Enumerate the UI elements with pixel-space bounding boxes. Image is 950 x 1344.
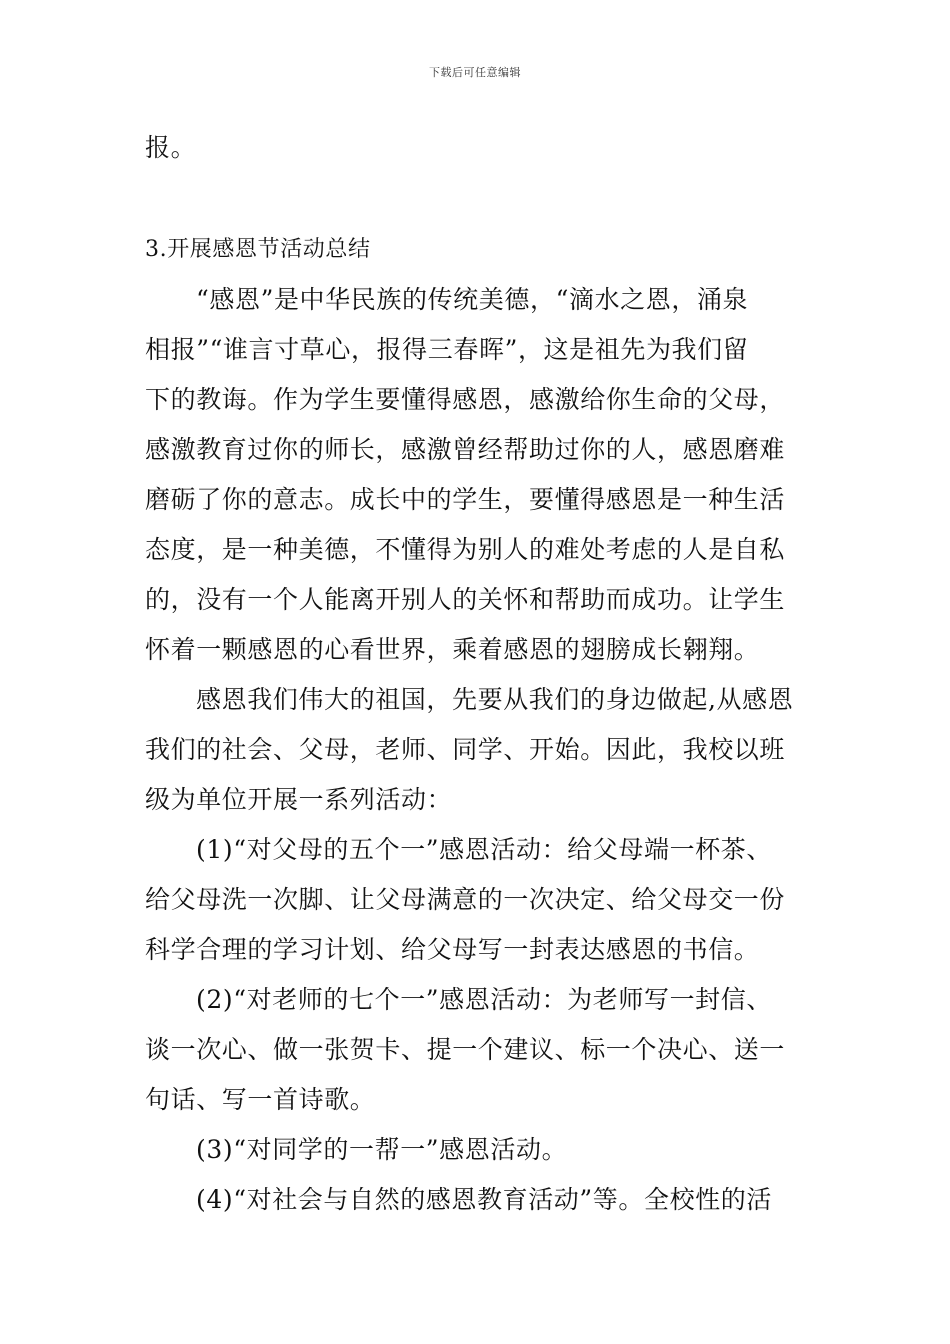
section-heading: 3.开展感恩节活动总结 xyxy=(145,237,371,262)
paragraph-line: 的，没有一个人能离开别人的关怀和帮助而成功。让学生 xyxy=(145,585,786,614)
page-header: 下载后可任意编辑 xyxy=(429,66,521,79)
paragraph-line: 我们的社会、父母，老师、同学、开始。因此，我校以班 xyxy=(145,735,786,764)
list-item-line: (3)“对同学的一帮一”感恩活动。 xyxy=(196,1135,568,1164)
paragraph-line: 态度，是一种美德，不懂得为别人的难处考虑的人是自私 xyxy=(145,535,786,564)
paragraph-line: 下的教诲。作为学生要懂得感恩，感激给你生命的父母， xyxy=(145,385,786,414)
list-item-line: (2)“对老师的七个一”感恩活动：为老师写一封信、 xyxy=(196,985,772,1014)
list-item-line: (4)“对社会与自然的感恩教育活动”等。全校性的活 xyxy=(196,1185,772,1214)
list-item-line: (1)“对父母的五个一”感恩活动：给父母端一杯茶、 xyxy=(196,835,772,864)
list-item-line: 科学合理的学习计划、给父母写一封表达感恩的书信。 xyxy=(145,935,760,964)
paragraph-line: 报。 xyxy=(145,133,197,162)
paragraph-line: 感激教育过你的师长，感激曾经帮助过你的人，感恩磨难 xyxy=(145,435,786,464)
paragraph-line: 怀着一颗感恩的心看世界，乘着感恩的翅膀成长翱翔。 xyxy=(145,635,760,664)
list-item-line: 给父母洗一次脚、让父母满意的一次决定、给父母交一份 xyxy=(145,885,786,914)
paragraph-line: 感恩我们伟大的祖国，先要从我们的身边做起,从感恩 xyxy=(196,685,794,714)
list-item-line: 句话、写一首诗歌。 xyxy=(145,1085,376,1114)
paragraph-line: 相报”“谁言寸草心，报得三春晖”，这是祖先为我们留 xyxy=(145,335,749,364)
paragraph-line: 级为单位开展一系列活动： xyxy=(145,785,453,814)
paragraph-line: 磨砺了你的意志。成长中的学生，要懂得感恩是一种生活 xyxy=(145,485,786,514)
paragraph-line: “感恩”是中华民族的传统美德，“滴水之恩，涌泉 xyxy=(196,285,749,314)
list-item-line: 谈一次心、做一张贺卡、提一个建议、标一个决心、送一 xyxy=(145,1035,786,1064)
